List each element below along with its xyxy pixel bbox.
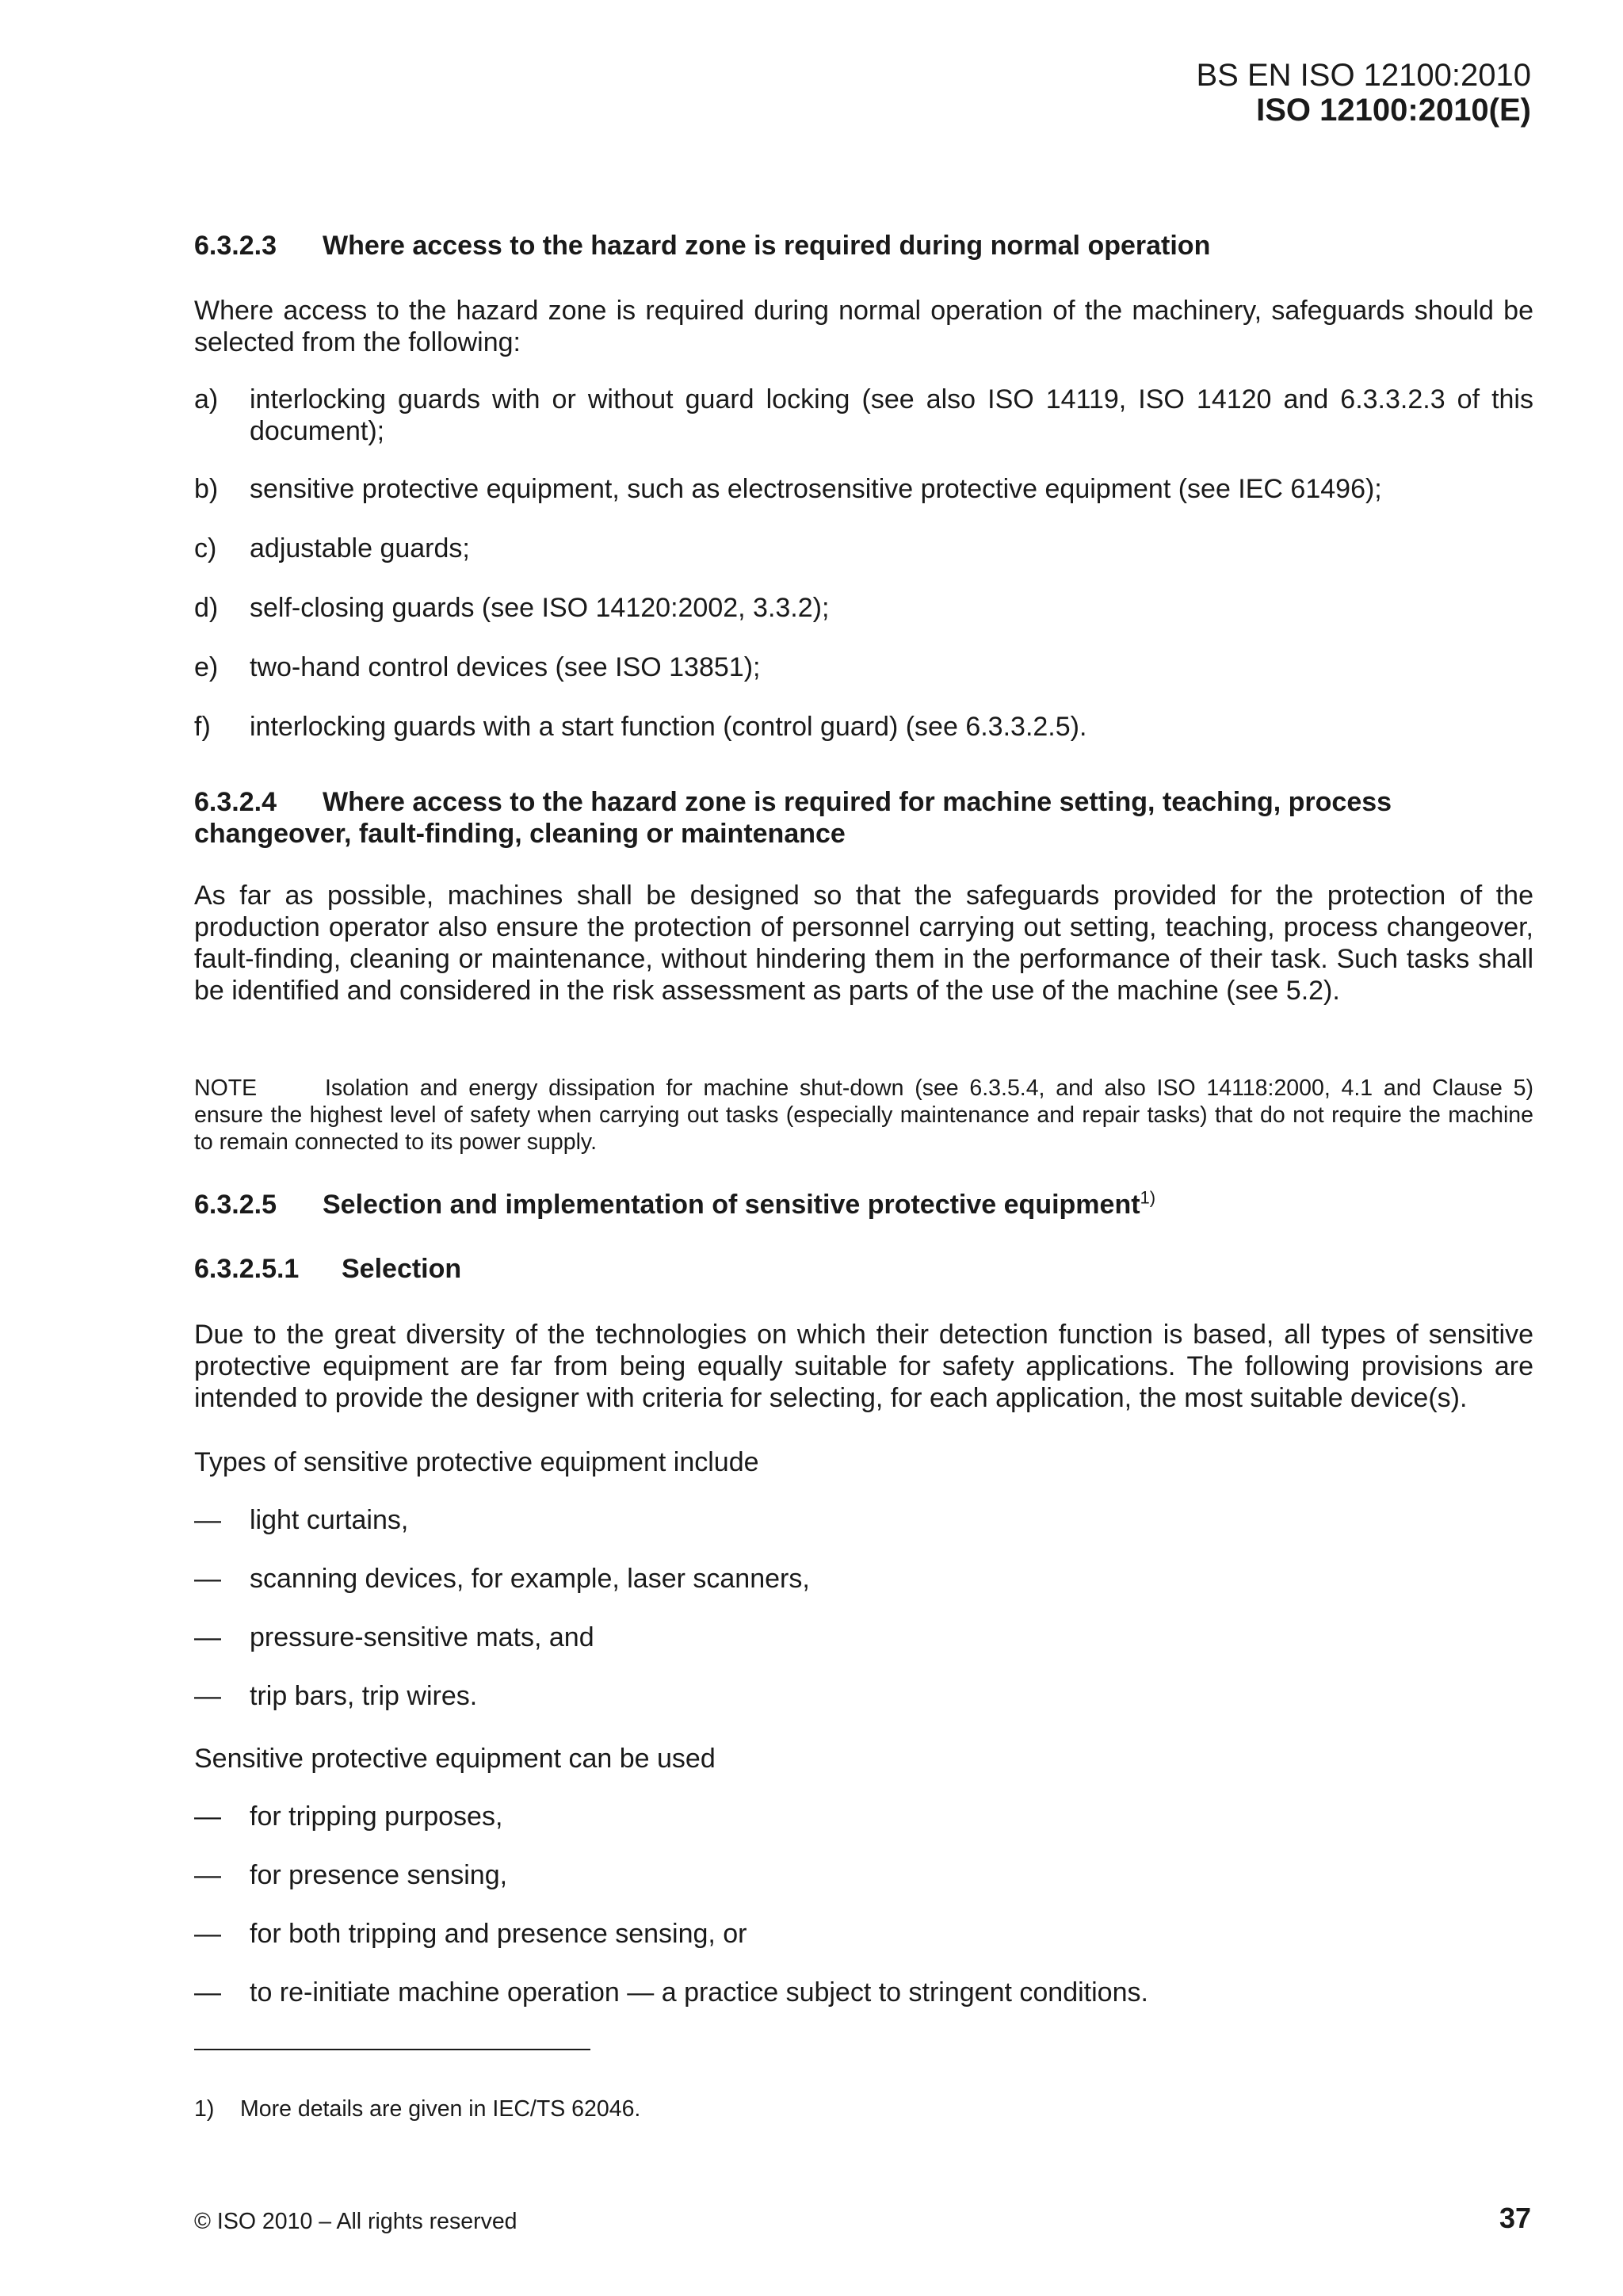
types-intro: Types of sensitive protective equipment include [194, 1447, 759, 1477]
list-item-text: sensitive protective equipment, such as electrosensitive protective equipment (see IEC 61496); [250, 474, 1382, 504]
list-item-text: for presence sensing, [250, 1860, 508, 1890]
heading-6-3-2-5-1 [194, 1253, 1533, 1285]
paragraph-6-3-2-3-intro: Where access to the hazard zone is required during normal operation of the machinery, safeguards should be selected from the following: [194, 296, 1533, 357]
dash-marker: — [194, 1564, 221, 1594]
list-item-text: self-closing guards (see ISO 14120:2002, 3.3.2); [250, 593, 830, 623]
dash-marker: — [194, 1860, 221, 1890]
use-item-both [194, 1918, 1533, 1950]
footnote-marker: 1) [194, 2096, 215, 2122]
list-item-text: scanning devices, for example, laser scanners, [250, 1564, 810, 1594]
note-6-3-2-4 [194, 1075, 1533, 1156]
list-item-text: pressure-sensitive mats, and [250, 1622, 594, 1652]
list-marker: e) [194, 652, 219, 682]
list-item-text: to re-initiate machine operation — a practice subject to stringent conditions. [250, 1977, 1148, 2008]
section-title: Where access to the hazard zone is required during normal operation [323, 231, 1211, 261]
list-item-f [194, 711, 1533, 743]
note-label: NOTE [194, 1075, 258, 1101]
list-marker: b) [194, 474, 219, 504]
list-marker: a) [194, 384, 219, 415]
section-number: 6.3.2.4 [194, 787, 277, 817]
note-text: Isolation and energy dissipation for machine shut-down (see 6.3.5.4, and also ISO 14118:2000, 4.1 and Clause 5) ensure the highest level of safety when carrying out tasks (especially maintenance and repair tasks) that do not require the machine to remain connected to its power supply. [194, 1075, 1533, 1155]
heading-6-3-2-4 [194, 786, 1533, 850]
section-number: 6.3.2.5 [194, 1190, 277, 1220]
list-item-a [194, 384, 1533, 447]
dash-marker: — [194, 1622, 221, 1652]
section-title: Selection [342, 1254, 462, 1284]
footnote [194, 2095, 640, 2122]
use-item-reinitiate [194, 1977, 1533, 2008]
header-standard-bs: BS EN ISO 12100:2010 [1196, 58, 1531, 93]
section-title: Where access to the hazard zone is required for machine setting, teaching, process changeover, fault-finding, cleaning or maintenance [194, 787, 1392, 849]
header-standard-iso: ISO 12100:2010(E) [1256, 93, 1531, 128]
list-item-c [194, 533, 1533, 564]
uses-intro: Sensitive protective equipment can be used [194, 1744, 716, 1774]
footnote-reference: 1) [1140, 1187, 1156, 1208]
list-item-text: interlocking guards with a start function (control guard) (see 6.3.3.2.5). [250, 712, 1087, 742]
type-item-pressure-mats [194, 1622, 1533, 1653]
heading-6-3-2-5 [194, 1189, 1533, 1221]
dash-marker: — [194, 1977, 221, 2008]
section-title: Selection and implementation of sensitive protective equipment [323, 1190, 1140, 1220]
paragraph-6-3-2-5-1: Due to the great diversity of the technologies on which their detection function is based, all types of sensitive protective equipment are far from being equally suitable for safety applications. The following provisions are intended to provide the designer with criteria for selecting, for each application, the most suitable device(s). [194, 1320, 1533, 1413]
list-marker: c) [194, 533, 217, 563]
list-item-text: two-hand control devices (see ISO 13851); [250, 652, 761, 682]
list-item-text: light curtains, [250, 1505, 409, 1535]
copyright-notice: © ISO 2010 – All rights reserved [194, 2209, 517, 2234]
footnote-separator [194, 2049, 590, 2050]
list-item-text: for both tripping and presence sensing, or [250, 1919, 747, 1949]
paragraph-6-3-2-4: As far as possible, machines shall be designed so that the safeguards provided for the protection of the production operator also ensure the protection of personnel carrying out setting, teaching, process changeover, fault-finding, cleaning or maintenance, without hindering them in the performance of their task. Such tasks shall be identified and considered in the risk assessment as parts of the use of the machine (see 5.2). [194, 881, 1533, 1006]
list-item-e [194, 651, 1533, 683]
dash-marker: — [194, 1681, 221, 1711]
heading-6-3-2-3 [194, 230, 1533, 262]
list-item-text: trip bars, trip wires. [250, 1681, 478, 1711]
list-marker: f) [194, 712, 211, 742]
type-item-light-curtains [194, 1504, 1533, 1536]
section-number: 6.3.2.3 [194, 231, 277, 261]
type-item-scanning-devices [194, 1563, 1533, 1595]
list-marker: d) [194, 593, 219, 623]
use-item-tripping [194, 1801, 1533, 1832]
use-item-presence [194, 1859, 1533, 1891]
type-item-trip-bars [194, 1680, 1533, 1712]
list-item-text: for tripping purposes, [250, 1801, 503, 1832]
page-number: 37 [1499, 2202, 1531, 2234]
section-number: 6.3.2.5.1 [194, 1254, 300, 1284]
dash-marker: — [194, 1919, 221, 1949]
list-item-text: adjustable guards; [250, 533, 470, 563]
list-item-d [194, 592, 1533, 624]
list-item-b [194, 473, 1533, 505]
dash-marker: — [194, 1505, 221, 1535]
footnote-text: More details are given in IEC/TS 62046. [240, 2096, 641, 2122]
list-item-text: interlocking guards with or without guard locking (see also ISO 14119, ISO 14120 and 6.3.3.2.3 of this document); [250, 384, 1533, 446]
dash-marker: — [194, 1801, 221, 1832]
